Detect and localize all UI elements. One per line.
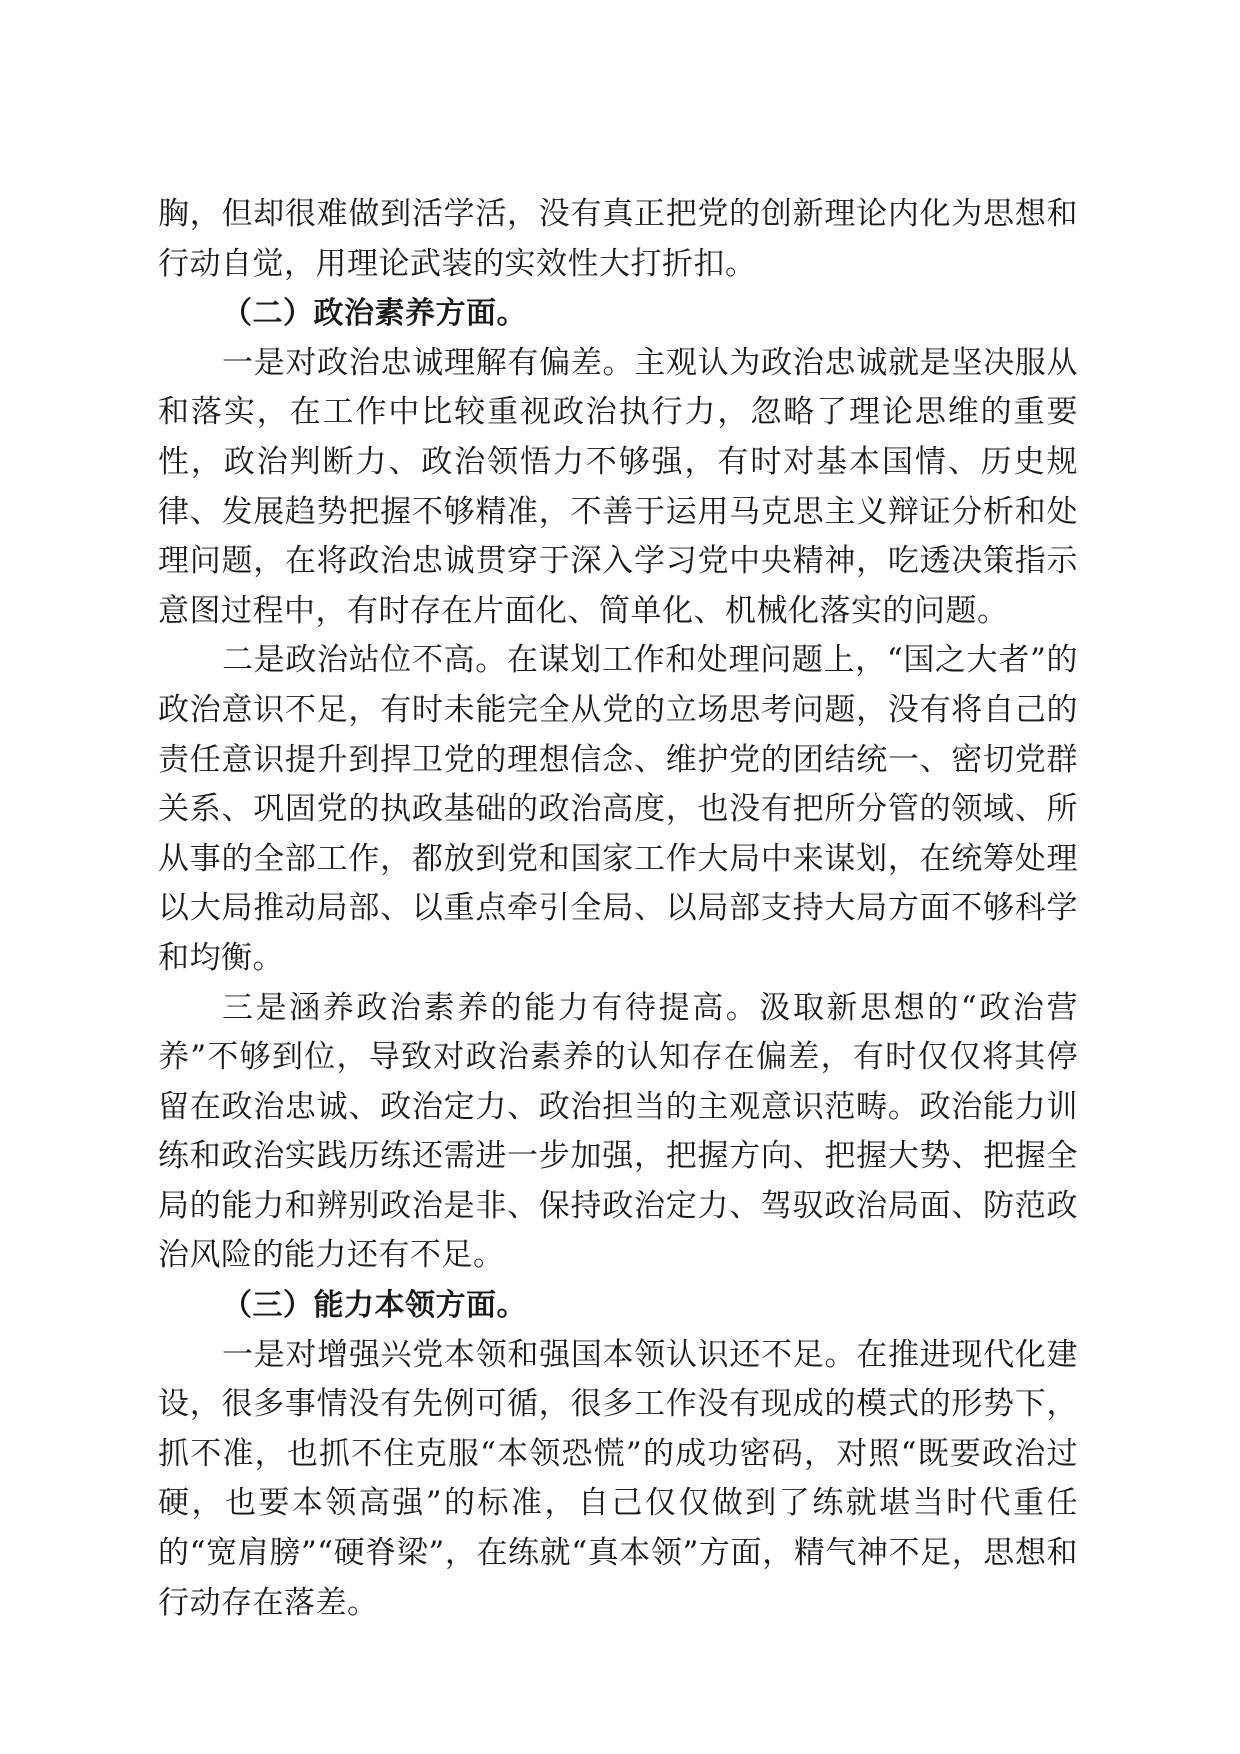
paragraph-continuation: 胸，但却很难做到活学活，没有真正把党的创新理论内化为思想和行动自觉，用理论武装的实效性大打折扣。 [158, 196, 1078, 282]
paragraph-political-cultivation: 三是涵养政治素养的能力有待提高。汲取新思想的“政治营养”不够到位，导致对政治素养的认知存在偏差，有时仅仅将其停留在政治忠诚、政治定力、政治担当的主观意识范畴。政治能力训练和政治实践历练还需进一步加强，把握方向、把握大势、把握全局的能力和辨别政治是非、保持政治定力、驾驭政治局面、防范政治风险的能力还有不足。 [158, 989, 1078, 1274]
document-body [158, 190, 1078, 1628]
paragraph-political-loyalty: 一是对政治忠诚理解有偏差。主观认为政治忠诚就是坚决服从和落实，在工作中比较重视政治执行力，忽略了理论思维的重要性，政治判断力、政治领悟力不够强，有时对基本国情、历史规律、发展趋势把握不够精准，不善于运用马克思主义辩证分析和处理问题，在将政治忠诚贯穿于深入学习党中央精神，吃透决策指示意图过程中，有时存在片面化、简单化、机械化落实的问题。 [158, 344, 1078, 629]
paragraph-political-stance: 二是政治站位不高。在谋划工作和处理问题上，“国之大者”的政治意识不足，有时未能完全从党的立场思考问题，没有将自己的责任意识提升到捍卫党的理想信念、维护党的团结统一、密切党群关系、巩固党的执政基础的政治高度，也没有把所分管的领域、所从事的全部工作，都放到党和国家工作大局中来谋划，在统筹处理以大局推动局部、以重点牵引全局、以局部支持大局方面不够科学和均衡。 [158, 642, 1078, 976]
paragraph-capability-awareness: 一是对增强兴党本领和强国本领认识还不足。在推进现代化建设，很多事情没有先例可循，很多工作没有现成的模式的形势下，抓不准，也抓不住克服“本领恐慌”的成功密码，对照“既要政治过硬，也要本领高强”的标准，自己仅仅做到了练就堪当时代重任的“宽肩膀”“硬脊梁”，在练就“真本领”方面，精气神不足，思想和行动存在落差。 [158, 1336, 1078, 1621]
section-heading-political-literacy: （二）政治素养方面。 [222, 296, 527, 332]
section-heading-capability: （三）能力本领方面。 [222, 1288, 527, 1324]
